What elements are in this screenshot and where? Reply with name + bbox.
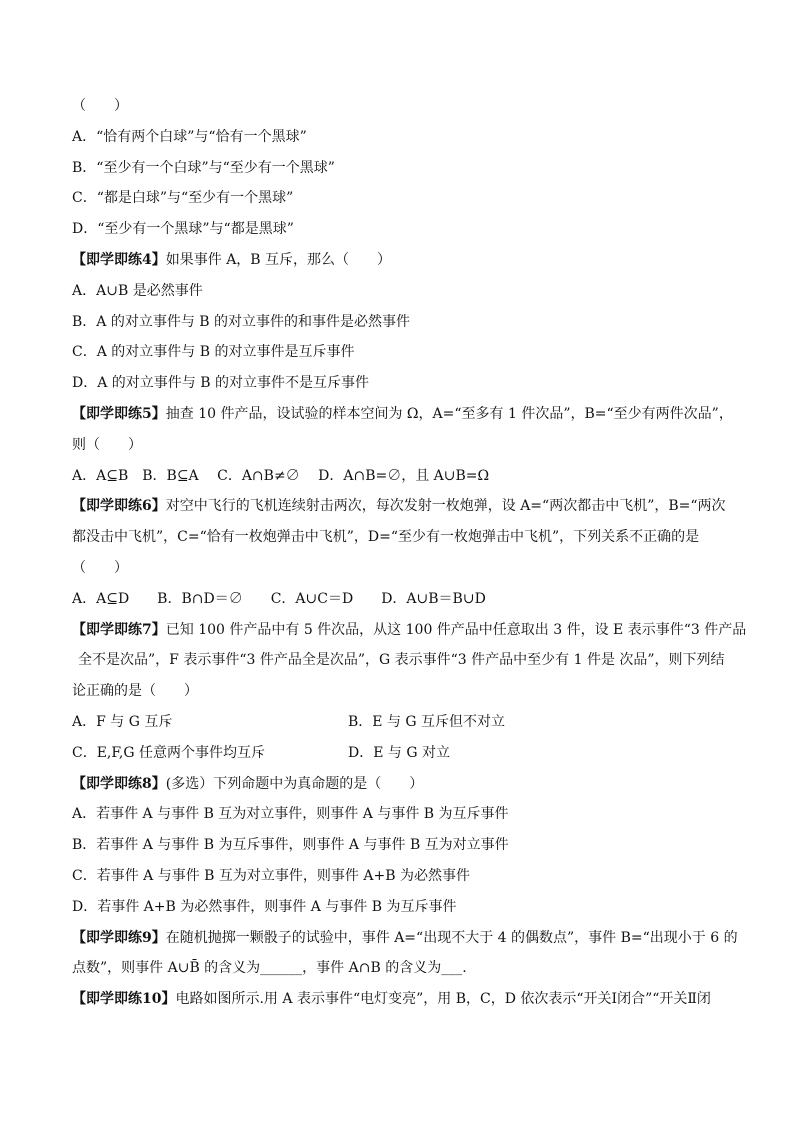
question-6: 【即学即练6】对空中飞行的飞机连续射击两次，每次发射一枚炮弹，设 A=“两次都击中飞机”，B=“两次 — [72, 498, 726, 515]
question-tag: 【即学即练10】 — [72, 991, 176, 1008]
text-line: 点数”，则事件 A∪B̄ 的含义为______，事件 A∩B 的含义为___. — [72, 960, 467, 977]
question-10: 【即学即练10】电路如图所示.用 A 表示事件“电灯变亮”，用 B，C，D 依次表示“开关Ⅰ闭合”“开关Ⅱ闭 — [72, 991, 711, 1008]
option-d: D．E 与 G 对立 — [348, 744, 450, 761]
option-d: D．若事件 A+B 为必然事件，则事件 A 与事件 B 为互斥事件 — [72, 898, 457, 915]
question-9: 【即学即练9】在随机抛掷一颗骰子的试验中，事件 A=“出现不大于 4 的偶数点”，事件 B=“出现小于 6 的 — [72, 929, 738, 946]
text-line: （ ） — [72, 559, 128, 576]
options-row — [72, 743, 732, 763]
option-c: C．A 的对立事件与 B 的对立事件是互斥事件 — [72, 344, 355, 361]
option-b: B．若事件 A 与事件 B 为互斥事件，则事件 A 与事件 B 互为对立事件 — [72, 837, 509, 854]
text-line: 都没击中飞机”，C=“恰有一枚炮弹击中飞机”，D=“至少有一枚炮弹击中飞机”，下列关系不正确的是 — [72, 529, 700, 546]
option-c: C．“都是白球”与“至少有一个黑球” — [72, 190, 294, 207]
text-line: 全不是次品”，F 表示事件“3 件产品全是次品”，G 表示事件“3 件产品中至少有 1 件是 次品”，则下列结 — [78, 652, 725, 669]
options-row: A．A⊆D B．B∩D＝∅ C．A∪C＝D D．A∪B＝B∪D — [72, 590, 486, 607]
question-5: 【即学即练5】抽查 10 件产品，设试验的样本空间为 Ω，A=“至多有 1 件次品”，B=“至少有两件次品”， — [72, 405, 733, 422]
option-a: A．A∪B 是必然事件 — [72, 282, 203, 299]
option-b: B．A 的对立事件与 B 的对立事件的和事件是必然事件 — [72, 313, 411, 330]
question-tag: 【即学即练9】 — [72, 929, 166, 946]
question-tag: 【即学即练6】 — [72, 498, 166, 515]
text-line: 则（ ） — [72, 436, 142, 453]
text-line: （ ） — [72, 98, 128, 114]
text-line: 论正确的是（ ） — [72, 683, 198, 700]
question-tag: 【即学即练8】 — [72, 775, 166, 792]
question-7: 【即学即练7】已知 100 件产品中有 5 件次品，从这 100 件产品中任意取出 3 件，设 E 表示事件“3 件产品 — [72, 621, 747, 638]
option-b: B．E 与 G 互斥但不对立 — [348, 713, 506, 730]
question-tag: 【即学即练4】 — [72, 251, 166, 268]
document-page — [72, 96, 747, 1020]
option-b: B．“至少有一个白球”与“至少有一个黑球” — [72, 159, 335, 176]
question-tag: 【即学即练7】 — [72, 621, 166, 638]
options-row: A．A⊆B B．B⊆A C．A∩B≠∅ D．A∩B=∅，且 A∪B=Ω — [72, 467, 490, 484]
option-d: D．“至少有一个黑球”与“都是黑球” — [72, 221, 294, 238]
option-a: A．若事件 A 与事件 B 互为对立事件，则事件 A 与事件 B 为互斥事件 — [72, 806, 509, 823]
option-c: C．E,F,G 任意两个事件均互斥 — [72, 744, 265, 761]
option-c: C．若事件 A 与事件 B 互为对立事件，则事件 A+B 为必然事件 — [72, 867, 470, 884]
option-a: A．“恰有两个白球”与“恰有一个黑球” — [72, 128, 307, 145]
option-d: D．A 的对立事件与 B 的对立事件不是互斥事件 — [72, 375, 369, 392]
option-a: A．F 与 G 互斥 — [72, 713, 173, 730]
options-row — [72, 712, 732, 732]
question-8: 【即学即练8】(多选）下列命题中为真命题的是（ ） — [72, 775, 424, 792]
question-tag: 【即学即练5】 — [72, 405, 166, 422]
question-4: 【即学即练4】如果事件 A，B 互斥，那么（ ） — [72, 251, 392, 268]
